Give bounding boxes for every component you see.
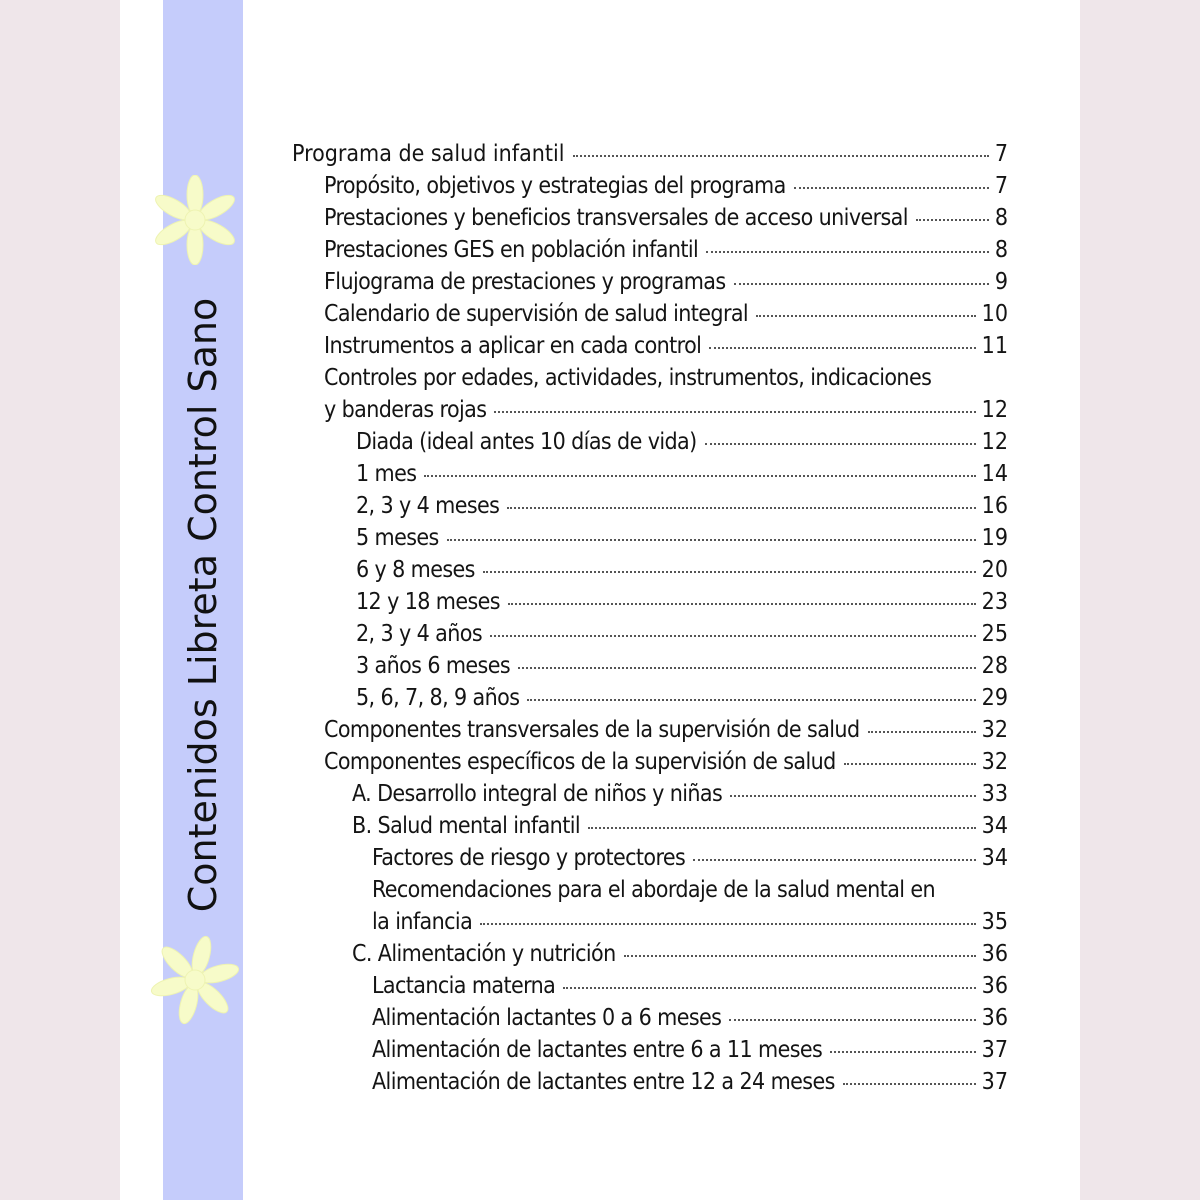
sidebar-title: Contenidos Libreta Control Sano <box>181 297 225 913</box>
toc-entry <box>292 874 1008 906</box>
toc-entry <box>292 202 1008 234</box>
dot-leader <box>844 763 976 765</box>
toc-entry-label: Calendario de supervisión de salud integral <box>324 301 749 327</box>
dot-leader <box>624 955 976 957</box>
toc-entry <box>292 618 1008 650</box>
toc-entry <box>292 298 1008 330</box>
toc-entry <box>292 810 1008 842</box>
toc-entry <box>292 426 1008 458</box>
toc-entry-page: 33 <box>981 781 1008 807</box>
flower-icon <box>150 935 240 1025</box>
toc-entry-page: 10 <box>981 301 1008 327</box>
toc-entry-label: A. Desarrollo integral de niños y niñas <box>352 781 723 807</box>
toc-entry <box>292 1002 1008 1034</box>
toc-entry-page: 7 <box>994 141 1008 167</box>
dot-leader <box>508 603 976 605</box>
toc-entry-label: Prestaciones GES en población infantil <box>324 237 699 263</box>
toc-entry <box>292 970 1008 1002</box>
toc-entry-label: 1 mes <box>356 461 417 487</box>
dot-leader <box>527 699 975 701</box>
toc-entry-label: C. Alimentación y nutrición <box>352 941 616 967</box>
toc-entry-page: 29 <box>981 685 1008 711</box>
dot-leader <box>709 347 975 349</box>
toc-entry-label: la infancia <box>372 909 473 935</box>
toc-entry-label: Diada (ideal antes 10 días de vida) <box>356 429 697 455</box>
dot-leader <box>494 411 975 413</box>
toc-entry-label: Propósito, objetivos y estrategias del programa <box>324 173 786 199</box>
toc-entry-label: Componentes transversales de la supervisión de salud <box>324 717 860 743</box>
dot-leader <box>563 987 975 989</box>
toc-entry-label: 5, 6, 7, 8, 9 años <box>356 685 520 711</box>
dot-leader <box>480 923 976 925</box>
dot-leader <box>729 1019 975 1021</box>
toc-entry-label: 12 y 18 meses <box>356 589 500 615</box>
toc-entry-page: 12 <box>981 429 1008 455</box>
toc-entry <box>292 394 1008 426</box>
toc-entry <box>292 170 1008 202</box>
toc-entry <box>292 1066 1008 1098</box>
toc-entry-page: 37 <box>981 1069 1008 1095</box>
toc-entry <box>292 682 1008 714</box>
toc-entry-label: 2, 3 y 4 años <box>356 621 483 647</box>
toc-entry <box>292 650 1008 682</box>
dot-leader <box>706 251 989 253</box>
toc-entry <box>292 234 1008 266</box>
toc-entry-page: 7 <box>994 173 1008 199</box>
toc-entry-label: Prestaciones y beneficios transversales de acceso universal <box>324 205 908 231</box>
toc-entry-label: Flujograma de prestaciones y programas <box>324 269 726 295</box>
toc-entry <box>292 330 1008 362</box>
dot-leader <box>573 155 989 157</box>
toc-entry-label: Alimentación lactantes 0 a 6 meses <box>372 1005 722 1031</box>
toc-entry-label: B. Salud mental infantil <box>352 813 580 839</box>
toc-entry-label: 6 y 8 meses <box>356 557 475 583</box>
dot-leader <box>730 795 976 797</box>
toc-entry-label: Alimentación de lactantes entre 12 a 24 meses <box>372 1069 835 1095</box>
toc-entry-label: Instrumentos a aplicar en cada control <box>324 333 702 359</box>
toc-entry <box>292 490 1008 522</box>
toc-entry-page: 11 <box>981 333 1008 359</box>
dot-leader <box>424 475 975 477</box>
toc-entry-page: 34 <box>981 813 1008 839</box>
dot-leader <box>507 507 975 509</box>
table-of-contents <box>292 138 1008 1098</box>
toc-entry-label: Factores de riesgo y protectores <box>372 845 686 871</box>
toc-entry-page: 36 <box>981 973 1008 999</box>
dot-leader <box>588 827 976 829</box>
toc-entry-page: 34 <box>981 845 1008 871</box>
dot-leader <box>518 667 976 669</box>
toc-entry-page: 36 <box>981 1005 1008 1031</box>
toc-entry-page: 14 <box>981 461 1008 487</box>
toc-entry-page: 35 <box>981 909 1008 935</box>
toc-entry-page: 28 <box>981 653 1008 679</box>
toc-entry-page: 23 <box>981 589 1008 615</box>
dot-leader <box>868 731 976 733</box>
toc-entry-page: 36 <box>981 941 1008 967</box>
toc-entry-label: 3 años 6 meses <box>356 653 511 679</box>
toc-entry <box>292 778 1008 810</box>
dot-leader <box>756 315 976 317</box>
toc-entry-page: 32 <box>981 717 1008 743</box>
toc-entry <box>292 714 1008 746</box>
dot-leader <box>916 219 989 221</box>
toc-entry-page: 19 <box>981 525 1008 551</box>
toc-entry <box>292 362 1008 394</box>
toc-entry-page: 20 <box>981 557 1008 583</box>
toc-entry-label: Lactancia materna <box>372 973 556 999</box>
toc-entry-label: Recomendaciones para el abordaje de la salud mental en <box>372 877 936 903</box>
toc-entry <box>292 522 1008 554</box>
toc-entry <box>292 938 1008 970</box>
toc-entry-label: 5 meses <box>356 525 439 551</box>
toc-entry-page: 25 <box>981 621 1008 647</box>
toc-entry-label: Componentes específicos de la supervisión de salud <box>324 749 836 775</box>
toc-entry-page: 37 <box>981 1037 1008 1063</box>
toc-entry <box>292 458 1008 490</box>
toc-entry-label: Alimentación de lactantes entre 6 a 11 meses <box>372 1037 823 1063</box>
toc-entry <box>292 746 1008 778</box>
dot-leader <box>447 539 976 541</box>
toc-entry-page: 16 <box>981 493 1008 519</box>
dot-leader <box>490 635 976 637</box>
toc-entry-label: Programa de salud infantil <box>292 141 565 167</box>
dot-leader <box>483 571 976 573</box>
dot-leader <box>705 443 976 445</box>
toc-entry-page: 9 <box>994 269 1008 295</box>
toc-entry <box>292 906 1008 938</box>
toc-entry-page: 32 <box>981 749 1008 775</box>
toc-entry <box>292 554 1008 586</box>
dot-leader <box>830 1051 975 1053</box>
toc-entry <box>292 1034 1008 1066</box>
toc-entry-page: 12 <box>981 397 1008 423</box>
toc-entry <box>292 138 1008 170</box>
dot-leader <box>734 283 989 285</box>
toc-entry <box>292 266 1008 298</box>
dot-leader <box>794 187 989 189</box>
toc-entry-label: y banderas rojas <box>324 397 487 423</box>
toc-entry-page: 8 <box>994 237 1008 263</box>
toc-entry <box>292 586 1008 618</box>
flower-icon <box>150 175 240 265</box>
toc-entry <box>292 842 1008 874</box>
dot-leader <box>693 859 975 861</box>
toc-entry-page: 8 <box>994 205 1008 231</box>
toc-entry-label: 2, 3 y 4 meses <box>356 493 500 519</box>
toc-entry-label: Controles por edades, actividades, instrumentos, indicaciones <box>324 365 932 391</box>
dot-leader <box>843 1083 976 1085</box>
